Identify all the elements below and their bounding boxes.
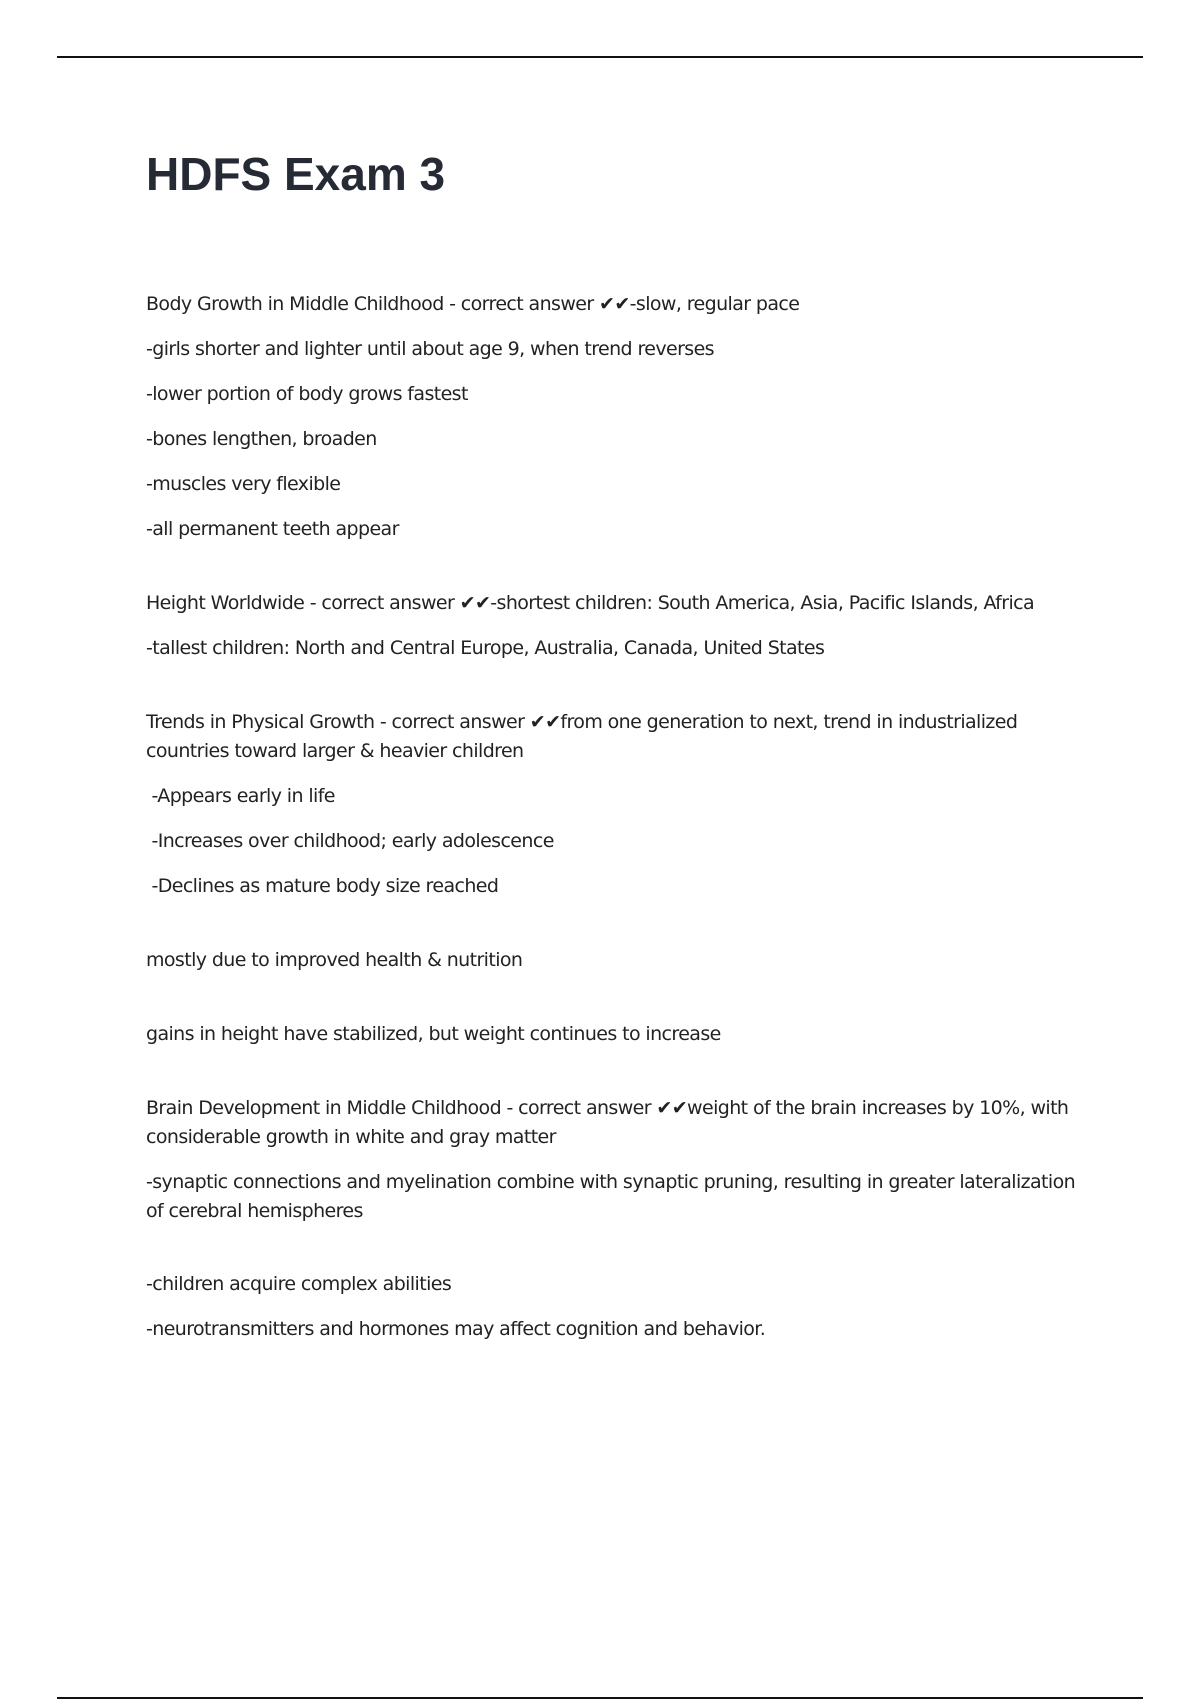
text-line: -synaptic connections and myelination combine with synaptic pruning, resulting in greater lateralization of cerebral hemispheres bbox=[146, 1171, 1081, 1222]
section-height-worldwide bbox=[146, 589, 1086, 663]
text-line: mostly due to improved health & nutrition bbox=[146, 949, 523, 971]
text-line: -children acquire complex abilities bbox=[146, 1273, 452, 1295]
text-line: -Appears early in life bbox=[146, 785, 335, 807]
text-line: -lower portion of body grows fastest bbox=[146, 383, 468, 405]
section-brain-development bbox=[146, 1094, 1086, 1226]
text-line: gains in height have stabilized, but weight continues to increase bbox=[146, 1023, 721, 1045]
text-line: Brain Development in Middle Childhood - correct answer ✔✔weight of the brain increases by 10%, with considerable growth in white and gray matter bbox=[146, 1097, 1074, 1148]
bottom-divider bbox=[57, 1697, 1143, 1699]
section-improved-health bbox=[146, 946, 1086, 975]
section-height-stabilized bbox=[146, 1020, 1086, 1049]
text-line: -girls shorter and lighter until about age 9, when trend reverses bbox=[146, 338, 714, 360]
document-body bbox=[146, 290, 1086, 1344]
text-line: Height Worldwide - correct answer ✔✔-shortest children: South America, Asia, Pacific Islands, Africa bbox=[146, 592, 1035, 614]
text-line: Body Growth in Middle Childhood - correct answer ✔✔-slow, regular pace bbox=[146, 293, 800, 315]
text-line: -tallest children: North and Central Europe, Australia, Canada, United States bbox=[146, 637, 825, 659]
section-body-growth bbox=[146, 290, 1086, 544]
text-line: -muscles very flexible bbox=[146, 473, 341, 495]
text-line: -all permanent teeth appear bbox=[146, 518, 399, 540]
text-line: Trends in Physical Growth - correct answer ✔✔from one generation to next, trend in industrialized countries toward larger & heavier children bbox=[146, 711, 1023, 762]
text-line: -Increases over childhood; early adolescence bbox=[146, 830, 554, 852]
section-complex-abilities bbox=[146, 1270, 1086, 1344]
section-trends-physical-growth bbox=[146, 708, 1086, 901]
text-line: -Declines as mature body size reached bbox=[146, 875, 499, 897]
text-line: -bones lengthen, broaden bbox=[146, 428, 377, 450]
text-line: -neurotransmitters and hormones may affect cognition and behavior. bbox=[146, 1318, 766, 1340]
page-title: HDFS Exam 3 bbox=[146, 148, 446, 200]
top-divider bbox=[57, 56, 1143, 58]
